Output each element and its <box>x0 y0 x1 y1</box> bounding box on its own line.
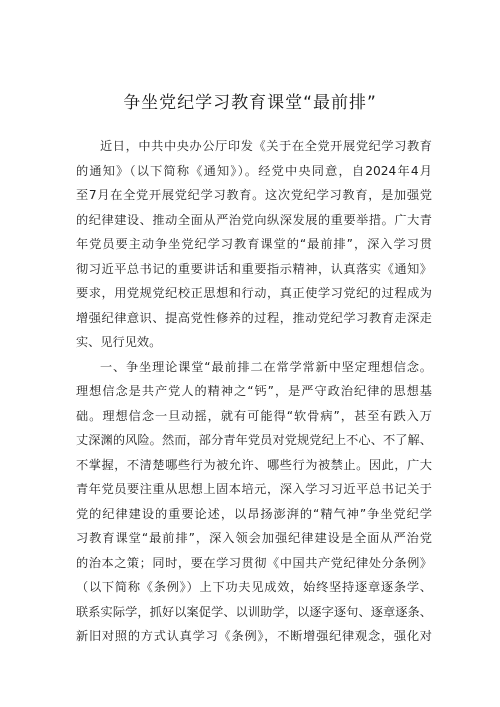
paragraph-line: 至7月在全党开展党纪学习教育。这次党纪学习教育，是加强党 <box>76 188 432 202</box>
document-body <box>76 134 432 649</box>
paragraph-line: （以下简称《条例》）上下功夫见成效，始终坚持逐章逐条学、 <box>76 580 432 594</box>
paragraph-line: 习教育课堂“最前排”，深入领会加强纪律建设是全面从严治党 <box>76 531 432 545</box>
paragraph-line: 青年党员要注重从思想上固本培元，深入学习习近平总书记关于 <box>76 482 432 496</box>
paragraph-line: 丈深渊的风险。然而，部分青年党员对党规党纪上不心、不了解、 <box>76 433 432 447</box>
paragraph-line: 彻习近平总书记的重要讲话和重要指示精神，认真落实《通知》 <box>76 261 432 276</box>
paragraph-line: 要求，用党规党纪校正思想和行动，真正使学习党纪的过程成为 <box>76 286 432 300</box>
document-title: 争坐党纪学习教育课堂“最前排” <box>123 93 377 113</box>
paragraph-line: 的通知》（以下简称《通知》）。经党中央同意，自2024年4月 <box>76 163 432 178</box>
paragraph-line: 党的纪律建设的重要论述，以昂扬澎湃的“精气神”争坐党纪学 <box>76 506 432 521</box>
paragraph-line: 础。理想信念一旦动摇，就有可能得“软骨病”，甚至有跌入万 <box>76 408 432 423</box>
paragraph-line: 近日，中共中央办公厅印发《关于在全党开展党纪学习教育 <box>100 139 432 153</box>
paragraph-line: 增强纪律意识、提高党性修养的过程，推动党纪学习教育走深走 <box>76 310 432 325</box>
paragraph-line: 的治本之策；同时，要在学习贯彻《中国共产党纪律处分条例》 <box>76 555 432 570</box>
paragraph-line: 联系实际学，抓好以案促学、以训助学，以逐字逐句、逐章逐条、 <box>76 604 432 619</box>
paragraph-line: 年党员要主动争坐党纪学习教育课堂的“最前排”，深入学习贯 <box>76 237 432 251</box>
paragraph-line: 新旧对照的方式认真学习《条例》，不断增强纪律观念，强化对 <box>76 629 432 643</box>
paragraph-line: 不掌握，不清楚哪些行为被允许、哪些行为被禁止。因此，广大 <box>76 457 432 472</box>
paragraph-line: 实、见行见效。 <box>76 335 162 349</box>
paragraph-line: 的纪律建设、推动全面从严治党向纵深发展的重要举措。广大青 <box>76 212 432 227</box>
section-heading-line: 一、争坐理论课堂“最前排二在常学常新中坚定理想信念。 <box>100 359 432 374</box>
paragraph-line: 理想信念是共产党人的精神之“钙”，是严守政治纪律的思想基 <box>76 384 432 398</box>
